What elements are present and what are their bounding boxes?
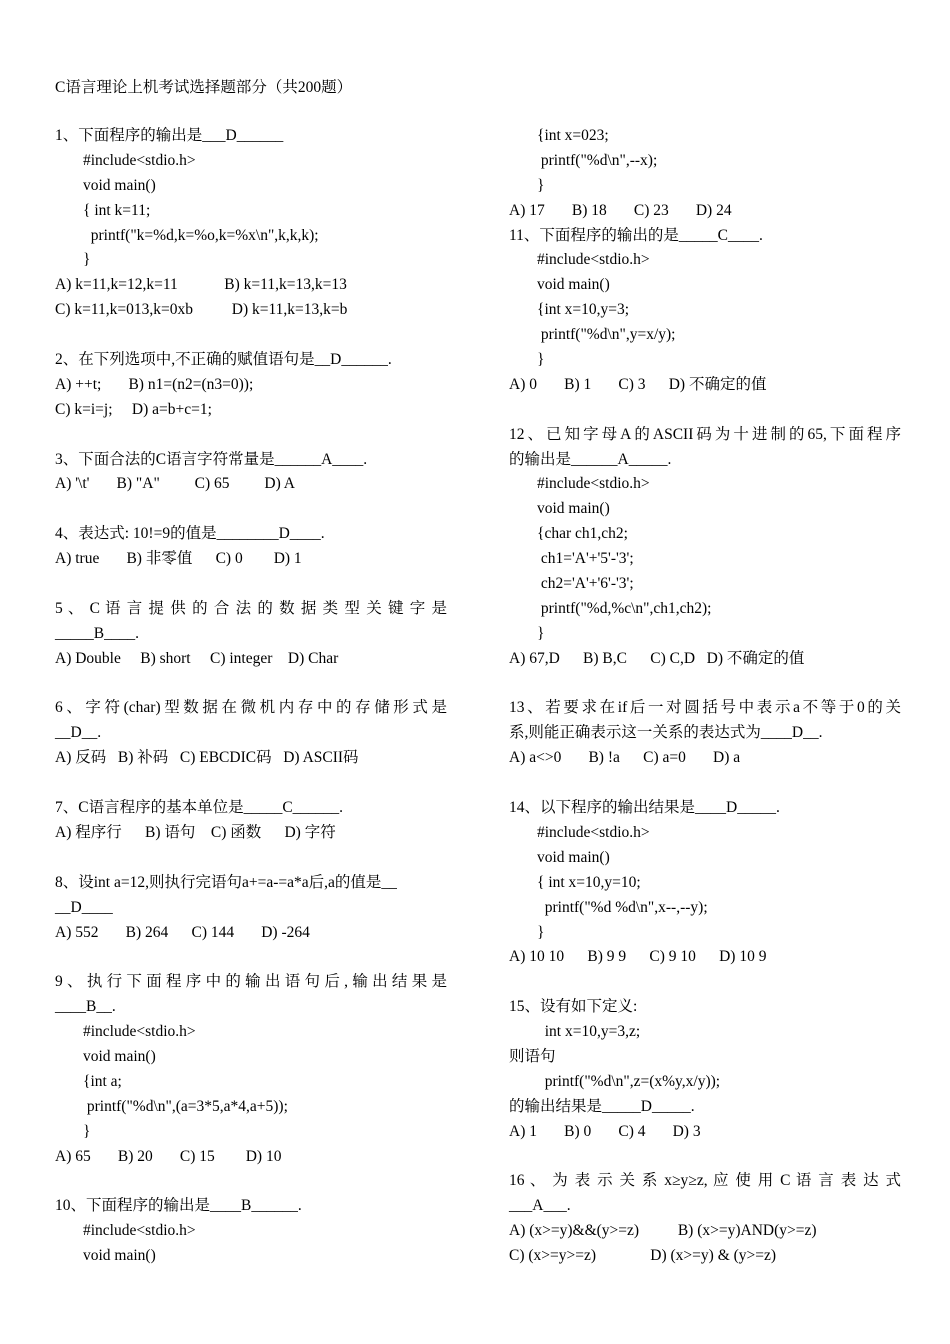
- question-text-line: __D__.: [55, 724, 102, 742]
- code-line: printf("%d\n",y=x/y);: [537, 326, 676, 344]
- code-line: void main(): [83, 1047, 156, 1065]
- question-text-line: A) ++t; B) n1=(n2=(n3=0));: [55, 375, 254, 393]
- question-text-line: ____B__.: [55, 998, 116, 1016]
- question-text-line: A) a<>0 B) !a C) a=0 D) a: [509, 749, 741, 767]
- question-text-line: ___A___.: [509, 1197, 571, 1215]
- blank-line: [55, 572, 447, 597]
- code-line: }: [537, 923, 545, 941]
- code-line: }: [83, 251, 91, 269]
- question-text-line: A) '\t' B) "A" C) 65 D) A: [55, 475, 295, 493]
- code-line: {int a;: [83, 1072, 122, 1090]
- question-text-line: A) 反码 B) 补码 C) EBCDIC码 D) ASCII码: [55, 749, 359, 767]
- code-line: int x=10,y=3,z;: [537, 1023, 641, 1041]
- code-line: #include<stdio.h>: [83, 1023, 196, 1041]
- question-text-line: 14、以下程序的输出结果是____D_____.: [509, 799, 780, 817]
- code-line: printf("%d\n",--x);: [537, 151, 658, 169]
- code-line: }: [537, 624, 545, 642]
- question-text-line: A) Double B) short C) integer D) Char: [55, 649, 339, 667]
- question-text-line: 7、C语言程序的基本单位是_____C______.: [55, 799, 344, 817]
- blank-line: [509, 970, 901, 995]
- code-line: {int x=10,y=3;: [537, 301, 630, 319]
- code-line: }: [537, 176, 545, 194]
- code-line: void main(): [83, 176, 156, 194]
- code-line: #include<stdio.h>: [537, 823, 650, 841]
- blank-line: [55, 771, 447, 796]
- blank-line: [55, 672, 447, 697]
- question-text-line: __D____: [55, 898, 113, 916]
- blank-line: [509, 1145, 901, 1170]
- question-text-line: 的输出结果是_____D_____.: [509, 1097, 695, 1115]
- blank-line: [509, 672, 901, 697]
- question-text-line: 1、下面程序的输出是___D______: [55, 127, 284, 144]
- code-line: void main(): [83, 1247, 156, 1265]
- question-text-line: C) (x>=y>=z) D) (x>=y) & (y>=z): [509, 1247, 777, 1265]
- question-text-line: 系,则能正确表示这一关系的表达式为____D__.: [509, 724, 823, 742]
- question-text-line: 16 、 为 表 示 关 系 x≥y≥z, 应 使 用 C 语 言 表 达 式: [509, 1172, 901, 1190]
- blank-line: [55, 423, 447, 448]
- question-text-line: 8、设int a=12,则执行完语句a+=a-=a*a后,a的值是__: [55, 873, 397, 891]
- question-text-line: A) 10 10 B) 9 9 C) 9 10 D) 10 9: [509, 948, 767, 966]
- code-line: #include<stdio.h>: [537, 475, 650, 493]
- question-text-line: 6、字符(char)型数据在微机内存中的存储形式是: [55, 699, 447, 717]
- blank-line: [55, 945, 447, 970]
- question-text-line: A) 程序行 B) 语句 C) 函数 D) 字符: [55, 823, 336, 841]
- question-text-line: _____B____.: [55, 624, 139, 642]
- question-text-line: C) k=i=j; D) a=b+c=1;: [55, 400, 212, 418]
- question-text-line: 12、已知字母A的ASCII码为十进制的65,下面程序: [509, 425, 901, 443]
- question-text-line: 11、下面程序的输出的是_____C____.: [509, 226, 763, 244]
- question-text-line: A) 65 B) 20 C) 15 D) 10: [55, 1147, 282, 1165]
- code-line: #include<stdio.h>: [83, 151, 196, 169]
- blank-line: [55, 846, 447, 871]
- question-text-line: 13、若要求在if后一对圆括号中表示a不等于0的关: [509, 699, 901, 717]
- code-line: void main(): [537, 276, 610, 294]
- question-text-line: 3、下面合法的C语言字符常量是______A____.: [55, 450, 368, 468]
- code-line: ch2='A'+'6'-'3';: [537, 575, 634, 593]
- code-line: printf("k=%d,k=%o,k=%x\n",k,k,k);: [83, 226, 319, 244]
- blank-line: [55, 1169, 447, 1194]
- code-line: {int x=023;: [537, 127, 609, 144]
- question-text-line: 15、设有如下定义:: [509, 998, 638, 1016]
- blank-line: [55, 323, 447, 348]
- question-text-line: 5 、 C 语 言 提 供 的 合 法 的 数 据 类 型 关 键 字 是: [55, 599, 447, 617]
- question-text-line: 则语句: [509, 1047, 556, 1065]
- question-text-line: C) k=11,k=013,k=0xb D) k=11,k=13,k=b: [55, 301, 348, 319]
- code-line: { int x=10,y=10;: [537, 873, 641, 891]
- code-line: }: [83, 1122, 91, 1140]
- code-line: }: [537, 351, 545, 369]
- code-line: printf("%d %d\n",x--,--y);: [537, 898, 708, 916]
- question-text-line: 10、下面程序的输出是____B______.: [55, 1197, 302, 1215]
- question-text-line: 的输出是______A_____.: [509, 450, 672, 468]
- question-text-line: 9、执行下面程序中的输出语句后,输出结果是: [55, 973, 447, 991]
- question-text-line: A) 552 B) 264 C) 144 D) -264: [55, 923, 310, 941]
- code-line: #include<stdio.h>: [537, 251, 650, 269]
- question-text-line: A) 67,D B) B,C C) C,D D) 不确定的值: [509, 649, 805, 667]
- blank-line: [509, 398, 901, 423]
- code-line: printf("%d\n",z=(x%y,x/y));: [537, 1072, 721, 1090]
- code-line: {char ch1,ch2;: [537, 525, 628, 543]
- question-text-line: A) 17 B) 18 C) 23 D) 24: [509, 201, 732, 219]
- question-text-line: A) 1 B) 0 C) 4 D) 3: [509, 1122, 701, 1140]
- question-text-line: A) k=11,k=12,k=11 B) k=11,k=13,k=13: [55, 276, 347, 294]
- code-line: printf("%d,%c\n",ch1,ch2);: [537, 599, 712, 617]
- code-line: printf("%d\n",(a=3*5,a*4,a+5));: [83, 1097, 288, 1115]
- blank-line: [55, 497, 447, 522]
- question-text-line: A) 0 B) 1 C) 3 D) 不确定的值: [509, 375, 767, 393]
- page-title: C语言理论上机考试选择题部分（共200题）: [55, 79, 353, 96]
- code-line: void main(): [537, 848, 610, 866]
- code-line: void main(): [537, 500, 610, 518]
- code-line: { int k=11;: [83, 201, 151, 219]
- blank-line: [509, 771, 901, 796]
- question-text-line: 4、表达式: 10!=9的值是________D____.: [55, 525, 325, 543]
- right-column: [509, 124, 901, 1269]
- code-line: ch1='A'+'5'-'3';: [537, 550, 634, 568]
- question-text-line: A) true B) 非零值 C) 0 D) 1: [55, 550, 302, 568]
- left-column: [55, 124, 447, 1269]
- question-text-line: 2、在下列选项中,不正确的赋值语句是__D______.: [55, 351, 392, 369]
- question-text-line: A) (x>=y)&&(y>=z) B) (x>=y)AND(y>=z): [509, 1222, 817, 1240]
- code-line: #include<stdio.h>: [83, 1222, 196, 1240]
